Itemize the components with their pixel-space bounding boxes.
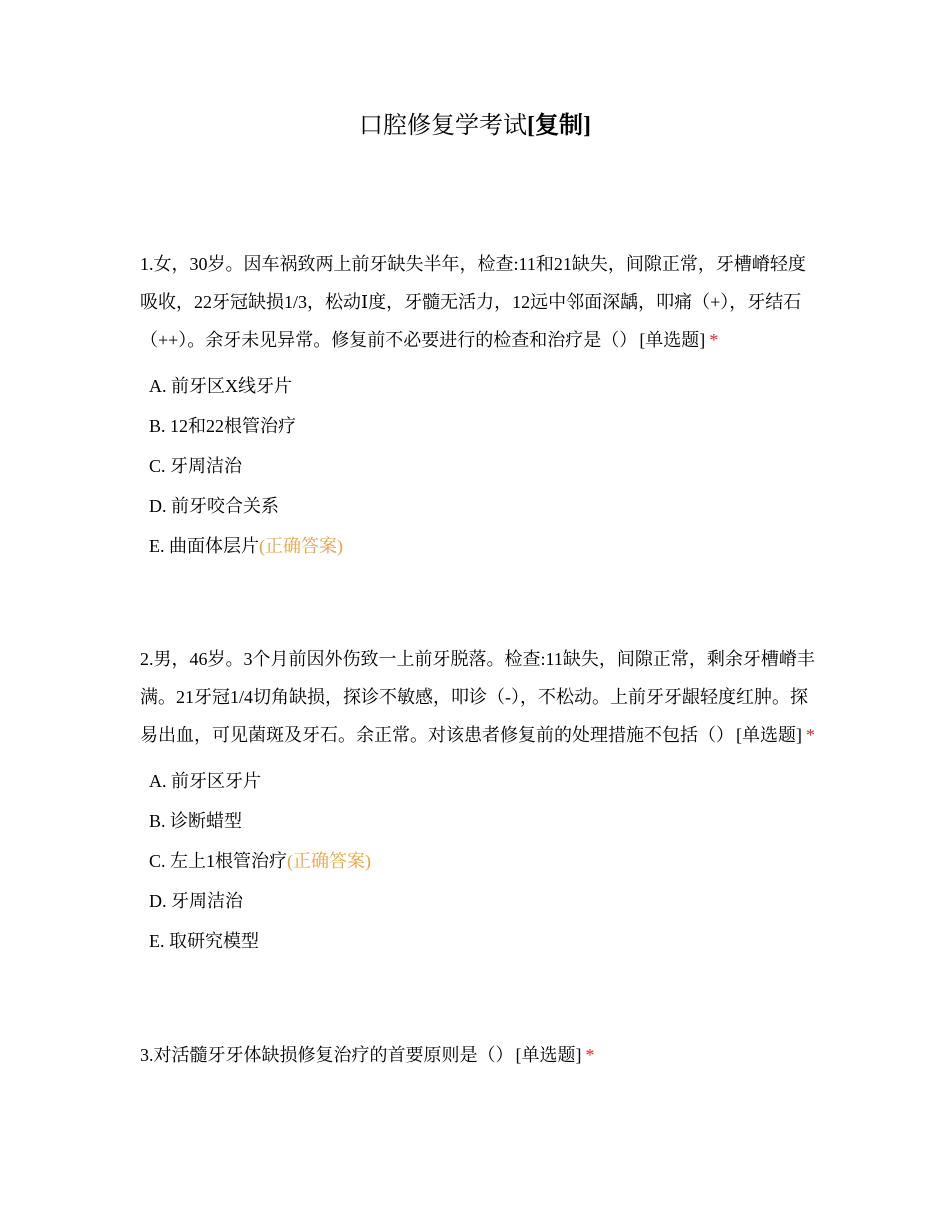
page-title bbox=[0, 108, 950, 144]
question-1-option-c[interactable] bbox=[140, 446, 815, 486]
option-label: E. 取研究模型 bbox=[149, 931, 259, 951]
question-2-option-e[interactable] bbox=[140, 921, 815, 961]
option-label: B. 诊断蜡型 bbox=[149, 811, 243, 831]
question-2-option-c[interactable] bbox=[140, 841, 815, 881]
question-1 bbox=[140, 245, 815, 566]
question-3-stem bbox=[140, 1036, 815, 1074]
question-2-option-d[interactable] bbox=[140, 881, 815, 921]
option-label: C. 牙周洁治 bbox=[149, 456, 243, 476]
question-1-text: 1.女，30岁。因车祸致两上前牙缺失半年，检查:11和21缺失，间隙正常，牙槽嵴轻度吸收，22牙冠缺损1/3，松动Ⅰ度，牙髓无活力，12远中邻面深龋，叩痛（+），牙结石（++）。余牙未见异常。修复前不必要进行的检查和治疗是（） bbox=[140, 254, 806, 350]
question-2-text: 2.男，46岁。3个月前因外伤致一上前牙脱落。检查:11缺失，间隙正常，剩余牙槽嵴丰满。21牙冠1/4切角缺损，探诊不敏感，叩诊（-），不松动。上前牙牙龈轻度红肿。探易出血，可见菌斑及牙石。余正常。对该患者修复前的处理措施不包括（） bbox=[140, 649, 815, 745]
question-1-options bbox=[140, 366, 815, 566]
correct-answer-tag: (正确答案) bbox=[259, 536, 343, 556]
question-2 bbox=[140, 640, 815, 961]
question-1-option-b[interactable] bbox=[140, 406, 815, 446]
question-2-type: [单选题] bbox=[736, 725, 802, 745]
question-2-options bbox=[140, 761, 815, 961]
question-3-text: 3.对活髓牙牙体缺损修复治疗的首要原则是（） bbox=[140, 1045, 514, 1065]
option-label: E. 曲面体层片 bbox=[149, 536, 259, 556]
question-2-option-b[interactable] bbox=[140, 801, 815, 841]
option-label: A. 前牙区牙片 bbox=[149, 771, 261, 791]
page-title-suffix: [复制] bbox=[527, 113, 591, 139]
required-asterisk: * bbox=[709, 330, 719, 350]
question-1-stem bbox=[140, 245, 815, 359]
option-label: D. 前牙咬合关系 bbox=[149, 496, 279, 516]
option-label: C. 左上1根管治疗 bbox=[149, 851, 288, 871]
page-title-main: 口腔修复学考试 bbox=[359, 113, 527, 139]
option-label: A. 前牙区X线牙片 bbox=[149, 376, 292, 396]
correct-answer-tag: (正确答案) bbox=[287, 851, 372, 871]
question-3 bbox=[140, 1036, 815, 1074]
required-asterisk: * bbox=[806, 725, 815, 745]
question-2-stem bbox=[140, 640, 815, 754]
option-label: B. 12和22根管治疗 bbox=[149, 416, 297, 436]
question-1-option-e[interactable] bbox=[140, 526, 815, 566]
question-2-option-a[interactable] bbox=[140, 761, 815, 801]
question-3-type: [单选题] bbox=[515, 1045, 582, 1065]
required-asterisk: * bbox=[585, 1045, 595, 1065]
question-1-option-a[interactable] bbox=[140, 366, 815, 406]
option-label: D. 牙周洁治 bbox=[149, 891, 243, 911]
question-1-type: [单选题] bbox=[639, 330, 706, 350]
question-1-option-d[interactable] bbox=[140, 486, 815, 526]
